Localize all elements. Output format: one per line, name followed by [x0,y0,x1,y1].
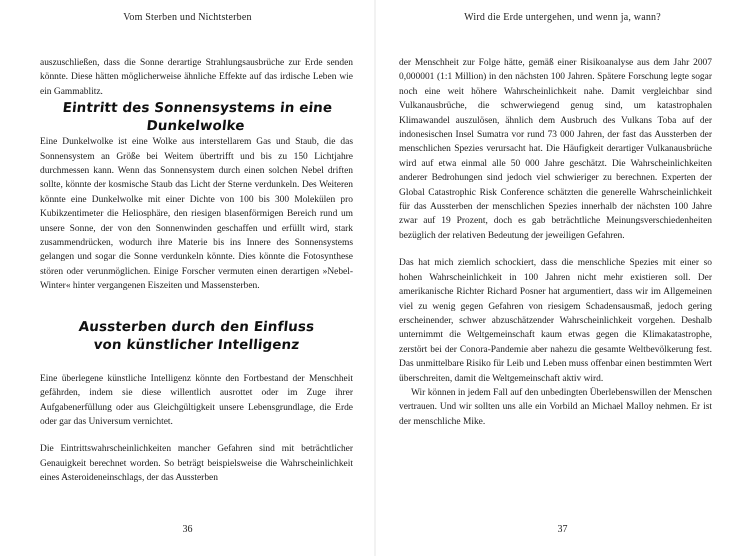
paragraph: Eine überlegene künstliche Intelligenz könnte den Fortbestand der Menschheit gefährden, indem sie diese willentlich ausrottet oder im Zuge ihrer Aufgabenerfüllung oder aus Gleichgültigkeit unsere Lebensgrundlage, die Erde oder gar das Universum vernichtet. [40,373,353,427]
running-head: Wird die Erde untergehen, und wenn ja, wann? [464,12,661,23]
text-block [399,56,712,429]
section-heading-line: Aussterben durch den Einfluss [77,318,316,335]
page-number: 36 [182,524,193,535]
paragraph: Das hat mich ziemlich schockiert, dass die menschliche Spezies mit einer so hohen Wahrscheinlichkeit in 100 Jahren nicht mehr existieren soll. Der amerikanische Richter Richard Posner hat argumentiert, dass wir im Allgemeinen viel zu wenig gegen Gefahren von riesigem Schadensausmaß, jedoch gering erscheinender, schwer abzuschätzender Wahrscheinlichkeit vorgehen. Deshalb unternimmt die Weltgemeinschaft kaum etwas gegen die Klimakatastrophe, zerstört bei der Conora-Pandemie aber nahezu die gesamte Weltbevölkerung fest. Das unmittelbare Risiko für Leib und Leben muss offenbar einen bestimmten Wert überschreiten, damit die Weltgemeinschaft aktiv wird. [399,258,712,384]
text-block [40,56,353,486]
section-heading-line: von künstlicher Intelligenz [92,336,301,353]
paragraph: Eine Dunkelwolke ist eine Wolke aus interstellarem Gas und Staub, die das Sonnensystem an Größe bei Weitem übertrifft und bis zu 150 Lichtjahre durchmessen kann. Wenn das Sonnensystem durch einen solchen Nebel driften sollte, könnte der kosmische Staub das Licht der Sterne verdunkeln. Des Weiteren könnte eine Dunkelwolke mit einer Dichte von 100 bis 300 Molekülen pro Kubikzentimeter die Heliosphäre, den riesigen blasenförmigen Bereich rund um unsere Sonne, der von den Sonnenwinden geschaffen und erfüllt wird, stark zusammendrücken, wodurch ihre Materie bis ins Innere des Sonnensystems gelangen und sogar die Sonne verdunkeln könnte. Dies könnte die Fotosynthese stören oder verunmöglichen. Einige Forscher vermuten einen derartigen »Nebel-Winter« hinter vergangenen Eiszeiten und Massensterben. [40,137,353,292]
section-heading [40,318,353,354]
paragraph: Wir können in jedem Fall auf den unbedingten Überlebenswillen der Menschen vertrauen. Und wir sollten uns alle ein Vorbild an Michael Malloy nehmen. Er ist der menschliche Mike. [399,387,712,427]
page-number: 37 [557,524,568,535]
right-page [375,0,750,556]
paragraph: der Menschheit zur Folge hätte, gemäß einer Risikoanalyse aus dem Jahr 2007 0,000001 (1:1 Million) in den nächsten 100 Jahren. Spätere Forschung legte sogar noch eine weit höhere Wahrscheinlichkeit nahe. Damit vergleichbar sind Vulkanausbrüche, die schwerwiegend genug sind, um katastrophalen Klimawandel auszulösen, ähnlich dem Ausbruch des Vulkans Toba auf der indonesischen Insel Sumatra vor rund 73 000 Jahren, der fast das Aussterben der menschlichen Spezies verursacht hat. Die Häufigkeit derartiger Vulkanausbrüche wird auf etwa einmal alle 50 000 Jahre geschätzt. Die Wahrscheinlichkeiten anderer Bedrohungen sind jedoch viel schwieriger zu berechnen. Experten der Global Catastrophic Risk Conference schätzten die generelle Wahrscheinlichkeit für das Aussterben der menschlichen Spezies innerhalb der nächsten 100 Jahre zwar auf 19 Prozent, doch es gab beträchtliche Meinungsverschiedenheiten bezüglich der relativen Bedeutung der jeweiligen Gefahren. [399,58,712,241]
paragraph: Die Eintrittswahrscheinlichkeiten mancher Gefahren sind mit beträchtlicher Genauigkeit berechnet worden. So beträgt beispielsweise die Wahrscheinlichkeit eines Asteroideneinschlags, der das Aussterben [40,444,353,484]
paragraph: auszuschließen, dass die Sonne derartige Strahlungsausbrüche zur Erde senden könnte. Diese hätten möglicherweise ähnliche Effekte auf das irdische Leben wie ein Gammablitz. [40,58,353,97]
running-head: Vom Sterben und Nichtsterben [123,12,252,23]
section-heading: Eintritt des Sonnensystems in eine Dunkelwolke [61,100,334,135]
